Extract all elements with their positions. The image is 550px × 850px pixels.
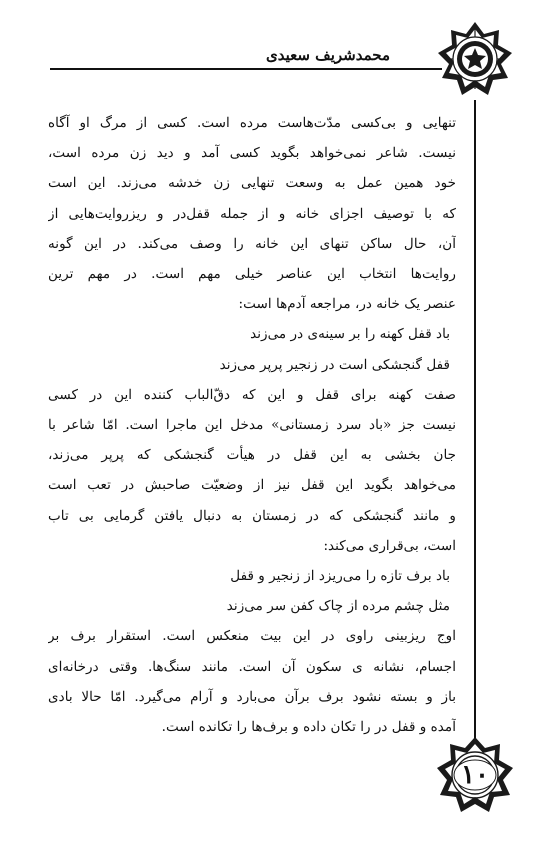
paragraph-line: نیست. شاعر نمی‌خواهد بگوید کسی آمد و دید زن مرده است، [48, 145, 456, 162]
paragraph-line: خود همین عمل به وسعت تنهایی زن خدشه می‌زند. این است [48, 175, 456, 192]
running-header-author: محمدشریف سعیدی [266, 46, 390, 64]
paragraph-line: که با توصیف اجزای خانه و از جمله قفل‌در و ریزروایت‌هایی از [48, 205, 456, 222]
poem-verse-line: باد برف تازه را می‌ریزد از زنجیر و قفل [230, 568, 450, 585]
paragraph-line: اوج ریزبینی راوی در این بیت منعکس است. استقرار برف بر [48, 628, 456, 645]
margin-rule [474, 100, 476, 740]
paragraph-line: صفت کهنه برای قفل و این که دقّ‌الباب کننده این در کسی [48, 386, 456, 403]
poem-verse-line: قفل گنجشکی است در زنجیر پرپر می‌زند [219, 356, 450, 373]
paragraph-line: و مانند گنجشکی که در زمستان به دنبال یافتن گرمایی بی تاب [48, 507, 456, 524]
paragraph-line: می‌خواهد بگوید این قفل نیز از وضعیّت صاحبش در تعب است [48, 477, 456, 494]
paragraph-line: تنهایی و بی‌کسی مدّت‌هاست مرده است. کسی از مرگ او آگاه [48, 115, 456, 131]
paragraph-line: اجسام، نشانه ی سکون آن است. مانند سنگ‌ها. وقتی درخانه‌ای [48, 658, 456, 675]
paragraph-line: روایت‌ها انتخاب این عناصر خیلی مهم است. در مهم ترین [48, 266, 456, 283]
body-text [48, 108, 456, 742]
paragraph-line: نیست جز «باد سرد زمستانی» مدخل این ماجرا است. امّا شاعر با [48, 417, 456, 434]
poem-verse-line: مثل چشم مرده از چاک کفن سر می‌زند [226, 598, 450, 615]
paragraph-line: جان بخشی به این قفل در هیأت گنجشکی که پرپر می‌زند، [48, 447, 456, 464]
poem-verse-line: باد قفل کهنه را بر سینه‌ی در می‌زند [250, 326, 450, 343]
paragraph-line: عنصر یک خانه در، مراجعه آدم‌ها است: [238, 296, 456, 313]
page-number: ۱۰ [461, 760, 489, 790]
paragraph-line: است، بی‌قراری می‌کند: [323, 537, 456, 554]
header-rule [50, 68, 442, 70]
paragraph-line: باز و بسته نشود برف برآن می‌بارد و آرام می‌گیرد. امّا حالا بادی [48, 688, 456, 705]
ornament-top-icon [436, 20, 514, 98]
paragraph-line: آن، حال ساکن تنهای این خانه را وصف می‌کند. در این گونه [48, 235, 456, 252]
paragraph-line: آمده و قفل در را تکان داده و برف‌ها را تکانده است. [161, 719, 456, 736]
